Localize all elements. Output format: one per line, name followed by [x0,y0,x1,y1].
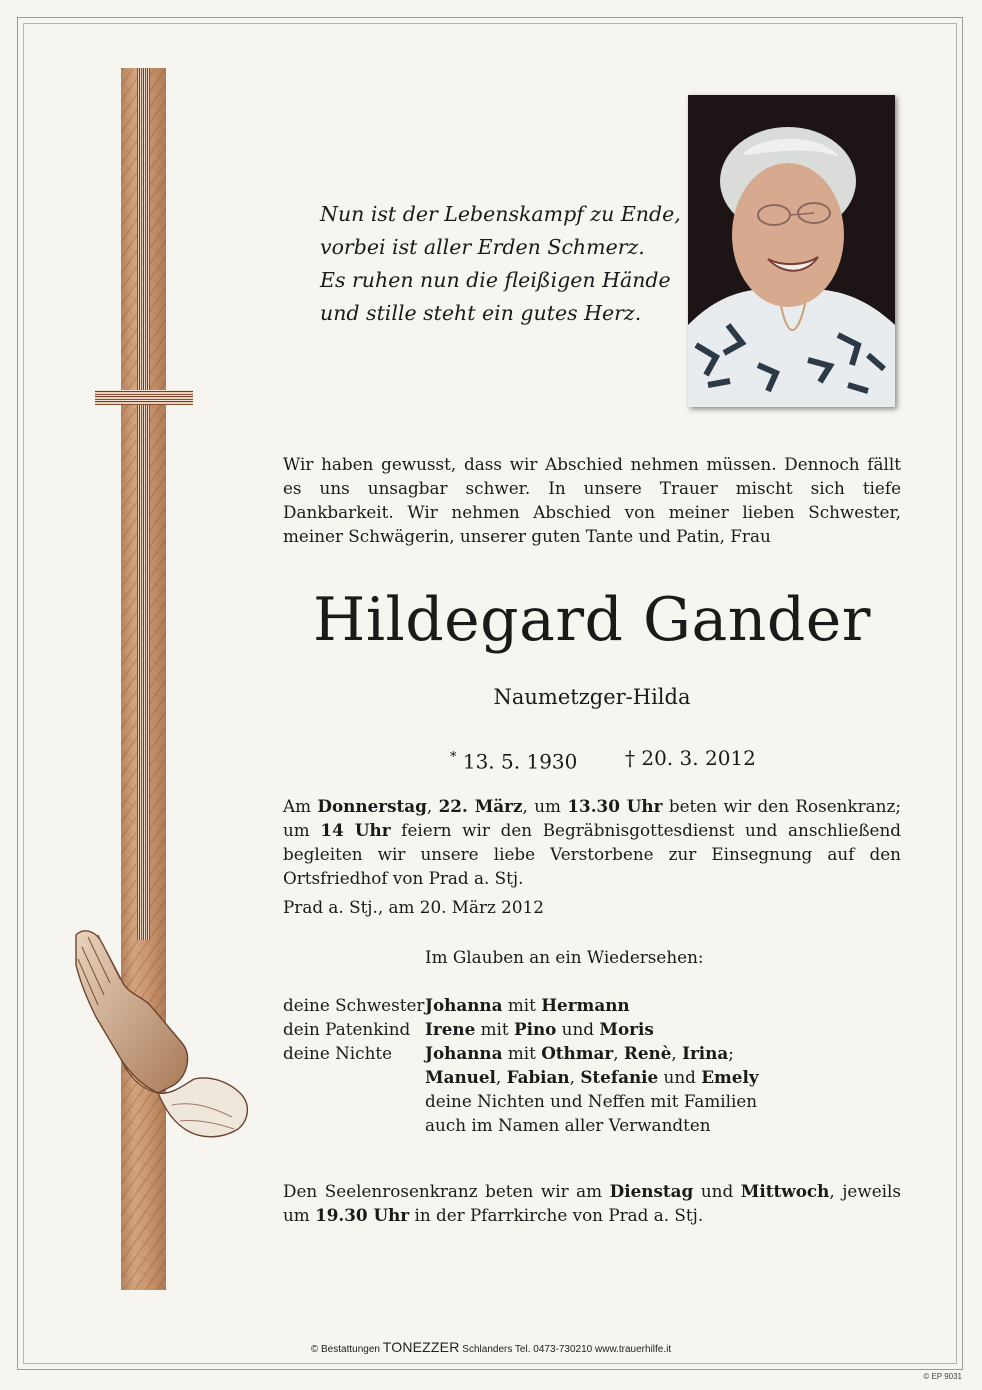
bold-run: 13.30 Uhr [567,796,663,816]
bold-run: Pino [513,1019,557,1039]
text-run: mit [502,1043,542,1063]
cross-inlay-stripes [137,68,150,940]
relative-names [425,1017,654,1041]
template-code: © EP 9031 [923,1372,962,1381]
bold-run: Manuel [425,1067,496,1087]
bold-run: 19.30 Uhr [315,1205,410,1225]
bold-run: Emely [701,1067,759,1087]
rosary-announcement [283,1179,901,1227]
text-run: und [658,1067,702,1087]
bold-run: Othmar [541,1043,614,1063]
cross-horizontal-beam [95,390,193,405]
text-run: und [556,1019,600,1039]
text-run: feiern wir den Begräbnisgottesdienst und anschließend begleiten wir unsere liebe Verstorbene zur Einsegnung auf den Ortsfriedhof von Prad a. Stj. [283,820,902,888]
deceased-nickname: Naumetzger-Hilda [493,685,691,709]
bold-run: Moris [599,1019,654,1039]
text-run: , jeweils um [283,1181,901,1225]
poem-line: vorbei ist aller Erden Schmerz. [320,235,645,259]
bold-run: 22. März [438,796,523,816]
text-run: , [613,1043,624,1063]
relative-names: auch im Namen aller Verwandten [425,1115,711,1135]
text-run: beten wir den Rosenkranz; um [283,796,901,840]
text-run: , [426,796,439,816]
text-run: , [671,1043,683,1063]
footer-brand: TONEZZER [382,1339,460,1355]
relative-names [425,1041,734,1065]
bold-run: Johanna [425,995,503,1015]
relative-names: deine Nichten und Neffen mit Familien [425,1091,758,1111]
text-run: , um [522,796,568,816]
bold-run: Donnerstag [317,796,427,816]
text-run: ; [728,1043,734,1063]
birth-date-value: 13. 5. 1930 [462,749,578,774]
bold-run: Irene [425,1019,476,1039]
funeral-home-footer [0,1340,982,1357]
bold-run: Hermann [541,995,630,1015]
text-run: mit [502,995,542,1015]
deceased-name: Hildegard Gander [313,585,871,655]
text-run: und [693,1181,741,1201]
portrait-photo [688,95,895,407]
bold-run: Johanna [425,1043,503,1063]
bold-run: 14 Uhr [320,820,391,840]
text-run: Den Seelenrosenkranz beten wir am [283,1181,610,1201]
relative-label: dein Patenkind [283,1019,411,1039]
funeral-announcement [283,794,901,890]
text-run: in der Pfarrkirche von Prad a. Stj. [409,1205,704,1225]
death-date [625,743,756,773]
bold-run: Mittwoch [740,1181,830,1201]
bold-run: Dienstag [609,1181,694,1201]
footer-text: Schlanders Tel. 0473-730210 www.trauerhilfe.it [459,1344,672,1355]
relative-names [425,1065,759,1089]
death-symbol: † [625,746,635,770]
intro-paragraph: Wir haben gewusst, dass wir Abschied nehmen müssen. Dennoch fällt es uns unsagbar schwer. In unsere Trauer mischt sich tiefe Dankbarkeit. Wir nehmen Abschied von meiner lieben Schwester, meiner Schwägerin, unserer guten Tante und Patin, Frau [283,454,901,546]
birth-date [450,743,577,777]
footer-text: © Bestattungen [310,1344,383,1355]
text-run: Am [283,796,318,816]
poem-line: Nun ist der Lebenskampf zu Ende, [320,202,681,226]
death-date-value: 20. 3. 2012 [641,746,756,770]
poem-line: und stille steht ein gutes Herz. [320,301,642,325]
relative-names [425,993,630,1017]
text-run: mit [475,1019,514,1039]
relative-label: deine Schwester [283,995,425,1015]
bold-run: Stefanie [580,1067,659,1087]
text-run: , [495,1067,507,1087]
birth-symbol: * [450,750,457,765]
bold-run: Irina [682,1043,729,1063]
relative-label: deine Nichte [283,1043,393,1063]
text-run: , [569,1067,581,1087]
place-and-date: Prad a. Stj., am 20. März 2012 [283,897,544,917]
faith-line: Im Glauben an ein Wiedersehen: [425,947,704,967]
poem-line: Es ruhen nun die fleißigen Hände [320,268,671,292]
memorial-poem [320,198,680,330]
praying-hands-image [62,925,258,1155]
bold-run: Fabian [506,1067,570,1087]
bold-run: Renè [623,1043,672,1063]
